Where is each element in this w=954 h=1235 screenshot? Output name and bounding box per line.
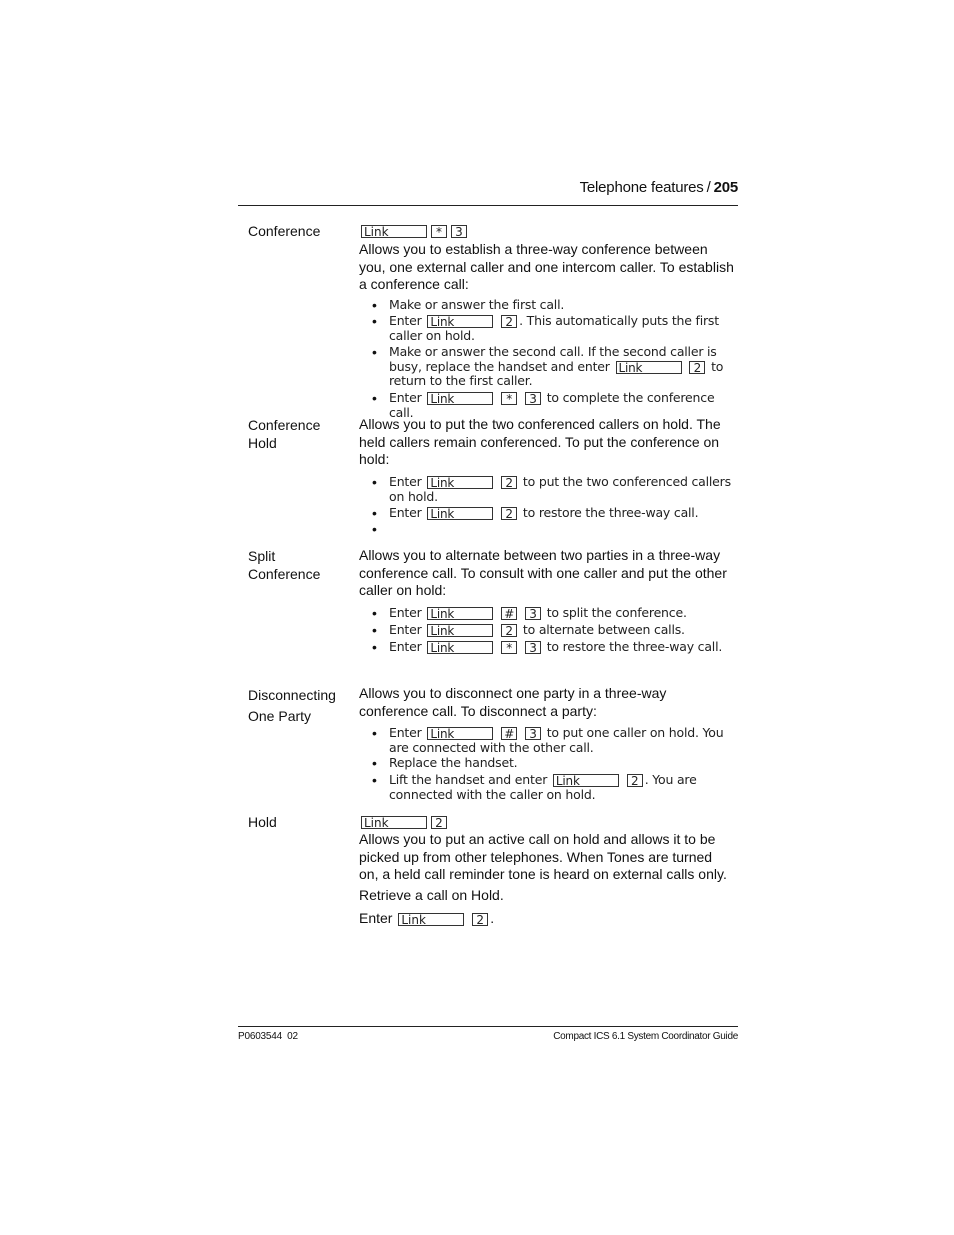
- hash-key: #: [501, 727, 517, 740]
- hold-description: Allows you to put an active call on hold and allows it to be picked up from other telephones. When Tones are turned on, a held call reminder tone is heard on external calls only.: [359, 831, 727, 882]
- star-key: *: [501, 392, 517, 405]
- two-key: 2: [501, 476, 517, 489]
- three-key: 3: [451, 225, 467, 238]
- two-key: 2: [501, 507, 517, 520]
- header-rule: [238, 205, 738, 206]
- term-conference-hold: Conference Hold: [248, 417, 321, 451]
- header-separator: /: [706, 179, 711, 196]
- three-key: 3: [525, 727, 541, 740]
- link-key: Link: [553, 774, 619, 787]
- link-key: Link: [427, 624, 493, 637]
- split-conference-description: Allows you to alternate between two parties in a three-way conference call. To consult with one caller and put the other caller on hold:: [359, 547, 727, 598]
- three-key: 3: [525, 392, 541, 405]
- footer-doc-number: P0603544 02: [238, 1031, 298, 1042]
- link-key: Link: [361, 225, 427, 238]
- term-disconnecting-one-party: Disconnecting One Party: [248, 687, 336, 724]
- conference-keys: [361, 224, 471, 239]
- two-key: 2: [627, 774, 643, 787]
- link-key: Link: [427, 392, 493, 405]
- disconnecting-description: Allows you to disconnect one party in a three-way conference call. To disconnect a party:: [359, 685, 667, 719]
- link-key: Link: [427, 507, 493, 520]
- link-key: Link: [427, 476, 493, 489]
- three-key: 3: [525, 641, 541, 654]
- link-key: Link: [616, 361, 682, 374]
- term-hold: Hold: [248, 814, 277, 830]
- footer-guide-title: Compact ICS 6.1 System Coordinator Guide: [553, 1031, 738, 1042]
- conference-hold-description: Allows you to put the two conferenced callers on hold. The held callers remain conferenced. To put the conference on hold:: [359, 416, 721, 467]
- hold-retrieve: Retrieve a call on Hold.: [359, 887, 504, 903]
- link-key: Link: [398, 913, 464, 926]
- section-title: Telephone features: [579, 179, 704, 196]
- three-key: 3: [525, 607, 541, 620]
- link-key: Link: [427, 315, 493, 328]
- term-conference: Conference: [248, 223, 321, 239]
- link-key: Link: [427, 607, 493, 620]
- two-key: 2: [472, 913, 488, 926]
- page-number: 205: [713, 179, 738, 196]
- link-key: Link: [427, 727, 493, 740]
- term-split-conference: Split Conference: [248, 548, 321, 582]
- two-key: 2: [431, 816, 447, 829]
- hold-keys: [361, 815, 451, 830]
- two-key: 2: [501, 624, 517, 637]
- two-key: 2: [501, 315, 517, 328]
- hold-enter-line: Enter Link 2 .: [359, 910, 495, 927]
- star-key: *: [431, 225, 447, 238]
- hash-key: #: [501, 607, 517, 620]
- link-key: Link: [361, 816, 427, 829]
- star-key: *: [501, 641, 517, 654]
- link-key: Link: [427, 641, 493, 654]
- conference-description: Allows you to establish a three-way conference between you, one external caller and one intercom caller. To establish a conference call:: [359, 241, 734, 292]
- page-header: [238, 179, 738, 196]
- footer-rule: [238, 1026, 738, 1027]
- two-key: 2: [689, 361, 705, 374]
